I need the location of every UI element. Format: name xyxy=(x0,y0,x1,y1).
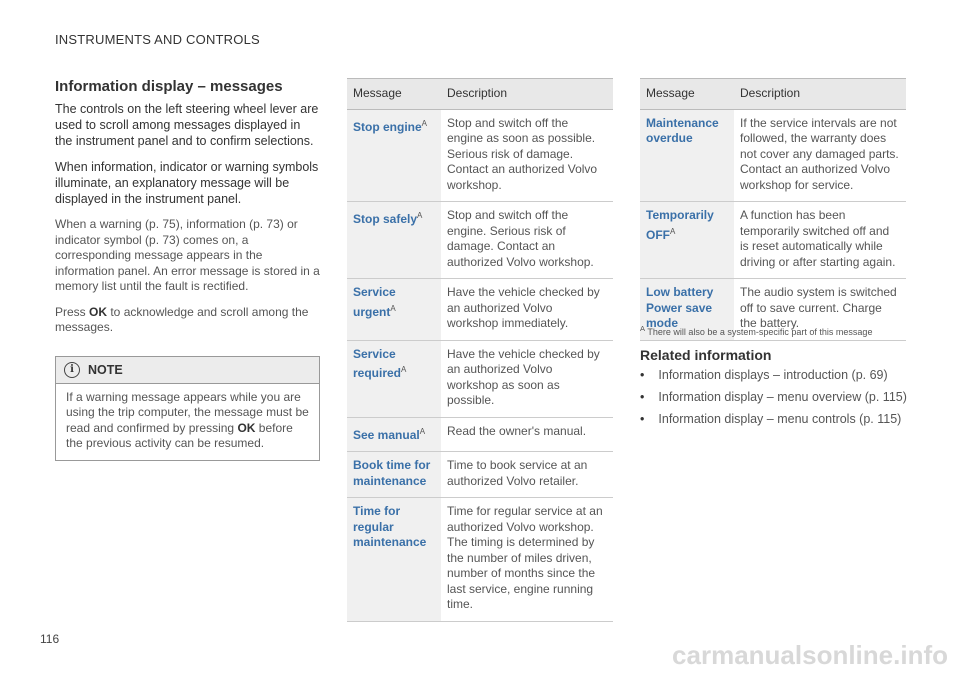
table-row xyxy=(347,340,613,417)
description-cell: Time to book service at an authorized Volvo retailer. xyxy=(441,452,613,498)
description-cell: Stop and switch off the engine. Serious risk of damage. Contact an authorized Volvo workshop. xyxy=(441,202,613,279)
description-cell: A function has been temporarily switched off and is reset automatically while driving or after starting again. xyxy=(734,202,906,279)
table-row xyxy=(347,109,613,202)
message-cell xyxy=(347,279,441,341)
table-row xyxy=(347,279,613,341)
related-title: Related information xyxy=(640,347,772,363)
related-information xyxy=(640,347,920,433)
description-cell: If the service intervals are not followed, the warranty does not cover any damaged parts. Contact an authorized Volvo workshop for service. xyxy=(734,109,906,202)
table-row xyxy=(640,109,906,202)
body-text: Press xyxy=(55,304,90,319)
footnote-mark: A xyxy=(421,118,428,128)
table-body xyxy=(347,109,613,621)
section-title: Information display – messages xyxy=(55,78,283,95)
column-header-description: Description xyxy=(734,79,906,110)
note-text-part: before the previous activity can be resumed. xyxy=(66,420,293,450)
message-text: Temporarily OFF xyxy=(646,208,714,242)
footnote-mark: A xyxy=(417,211,423,220)
related-link[interactable] xyxy=(640,367,920,383)
description-cell: Have the vehicle checked by an authorized Volvo workshop immediately. xyxy=(441,279,613,341)
message-cell xyxy=(347,417,441,452)
message-cell xyxy=(640,109,734,202)
bullet-icon: • xyxy=(640,390,645,404)
body-paragraph-1: When a warning (p. 75), information (p. 73) or indicator symbol (p. 73) comes on, a corresponding message appears in the information panel. An error message is stored in a memory list until the fault is rectified. xyxy=(55,217,320,293)
message-cell xyxy=(347,340,441,417)
description-cell: The audio system is switched off to save current. Charge the battery. xyxy=(734,279,906,341)
message-text: Service urgent xyxy=(353,285,396,319)
description-cell: Stop and switch off the engine as soon as possible. Serious risk of damage. Contact an authorized Volvo workshop. xyxy=(441,109,613,202)
main-column xyxy=(55,78,320,461)
related-link-text[interactable]: Information display – menu overview (p. 115) xyxy=(658,390,907,404)
related-list xyxy=(640,367,920,427)
footnote-mark: A xyxy=(390,303,396,313)
intro-paragraph-2: When information, indicator or warning symbols illuminate, an explanatory message will be displayed in the instrument panel. xyxy=(55,160,319,206)
note-text xyxy=(56,384,319,460)
related-link[interactable] xyxy=(640,411,920,427)
table-row xyxy=(347,417,613,452)
footnote-text: There will also be a system-specific part of this message xyxy=(647,327,873,337)
table-body xyxy=(640,109,906,340)
messages-table-2 xyxy=(640,78,906,341)
column-header-description: Description xyxy=(441,79,613,110)
table-row xyxy=(347,498,613,622)
related-link-text[interactable]: Information displays – introduction (p. 69) xyxy=(658,368,888,382)
message-cell xyxy=(640,202,734,279)
column-header-message: Message xyxy=(640,79,734,110)
message-text: Book time for maintenance xyxy=(353,458,431,488)
table-header-row xyxy=(640,79,906,110)
message-text: See manual xyxy=(353,427,420,442)
related-link-text[interactable]: Information display – menu controls (p. 115) xyxy=(658,412,902,426)
body-text: to acknowledge and scroll among the messages. xyxy=(55,304,309,334)
ok-key-label: OK xyxy=(237,420,256,435)
footnote xyxy=(640,324,872,337)
message-text: Stop engine xyxy=(353,119,422,134)
page-number: 116 xyxy=(40,632,60,646)
info-icon: i xyxy=(64,362,80,378)
message-text: Service required xyxy=(353,346,402,380)
ok-key-label: OK xyxy=(89,304,108,319)
message-text: Time for regular maintenance xyxy=(353,504,427,549)
body-paragraph-2 xyxy=(55,305,320,336)
message-text: Maintenance overdue xyxy=(646,115,719,145)
bullet-icon: • xyxy=(640,412,645,426)
table-header-row xyxy=(347,79,613,110)
description-cell: Time for regular service at an authorized Volvo workshop. The timing is determined by the number of miles driven, number of months since the last service, engine running time. xyxy=(441,498,613,622)
message-cell xyxy=(347,202,441,279)
intro-paragraph-1: The controls on the left steering wheel lever are used to scroll among messages displayed in the instrument panel and to confirm selections. xyxy=(55,102,319,148)
note-header xyxy=(56,357,319,384)
footnote-mark: A xyxy=(670,226,676,236)
message-cell xyxy=(347,452,441,498)
table-row xyxy=(640,202,906,279)
footnote-mark: A xyxy=(419,426,426,436)
description-cell: Read the owner's manual. xyxy=(441,417,613,452)
message-text: Low battery Power save mode xyxy=(646,285,714,330)
message-cell xyxy=(347,498,441,622)
page-header: INSTRUMENTS AND CONTROLS xyxy=(55,32,260,47)
messages-table-1 xyxy=(347,78,613,622)
note-text-part: If a warning message appears while you are using the trip computer, the message must be read and confirmed by pressing xyxy=(66,389,309,435)
description-cell: Have the vehicle checked by an authorized Volvo workshop as soon as possible. xyxy=(441,340,613,417)
related-link[interactable] xyxy=(640,389,920,405)
message-cell xyxy=(347,109,441,202)
bullet-icon: • xyxy=(640,368,645,382)
note-label: NOTE xyxy=(88,362,123,377)
message-text: Stop safely xyxy=(353,212,418,226)
table-row xyxy=(347,202,613,279)
column-header-message: Message xyxy=(347,79,441,110)
watermark: carmanualsonline.info xyxy=(672,640,948,670)
footnote-mark: A xyxy=(401,365,407,374)
footnote-mark: A xyxy=(640,324,646,333)
table-row xyxy=(347,452,613,498)
note-box xyxy=(55,356,320,461)
